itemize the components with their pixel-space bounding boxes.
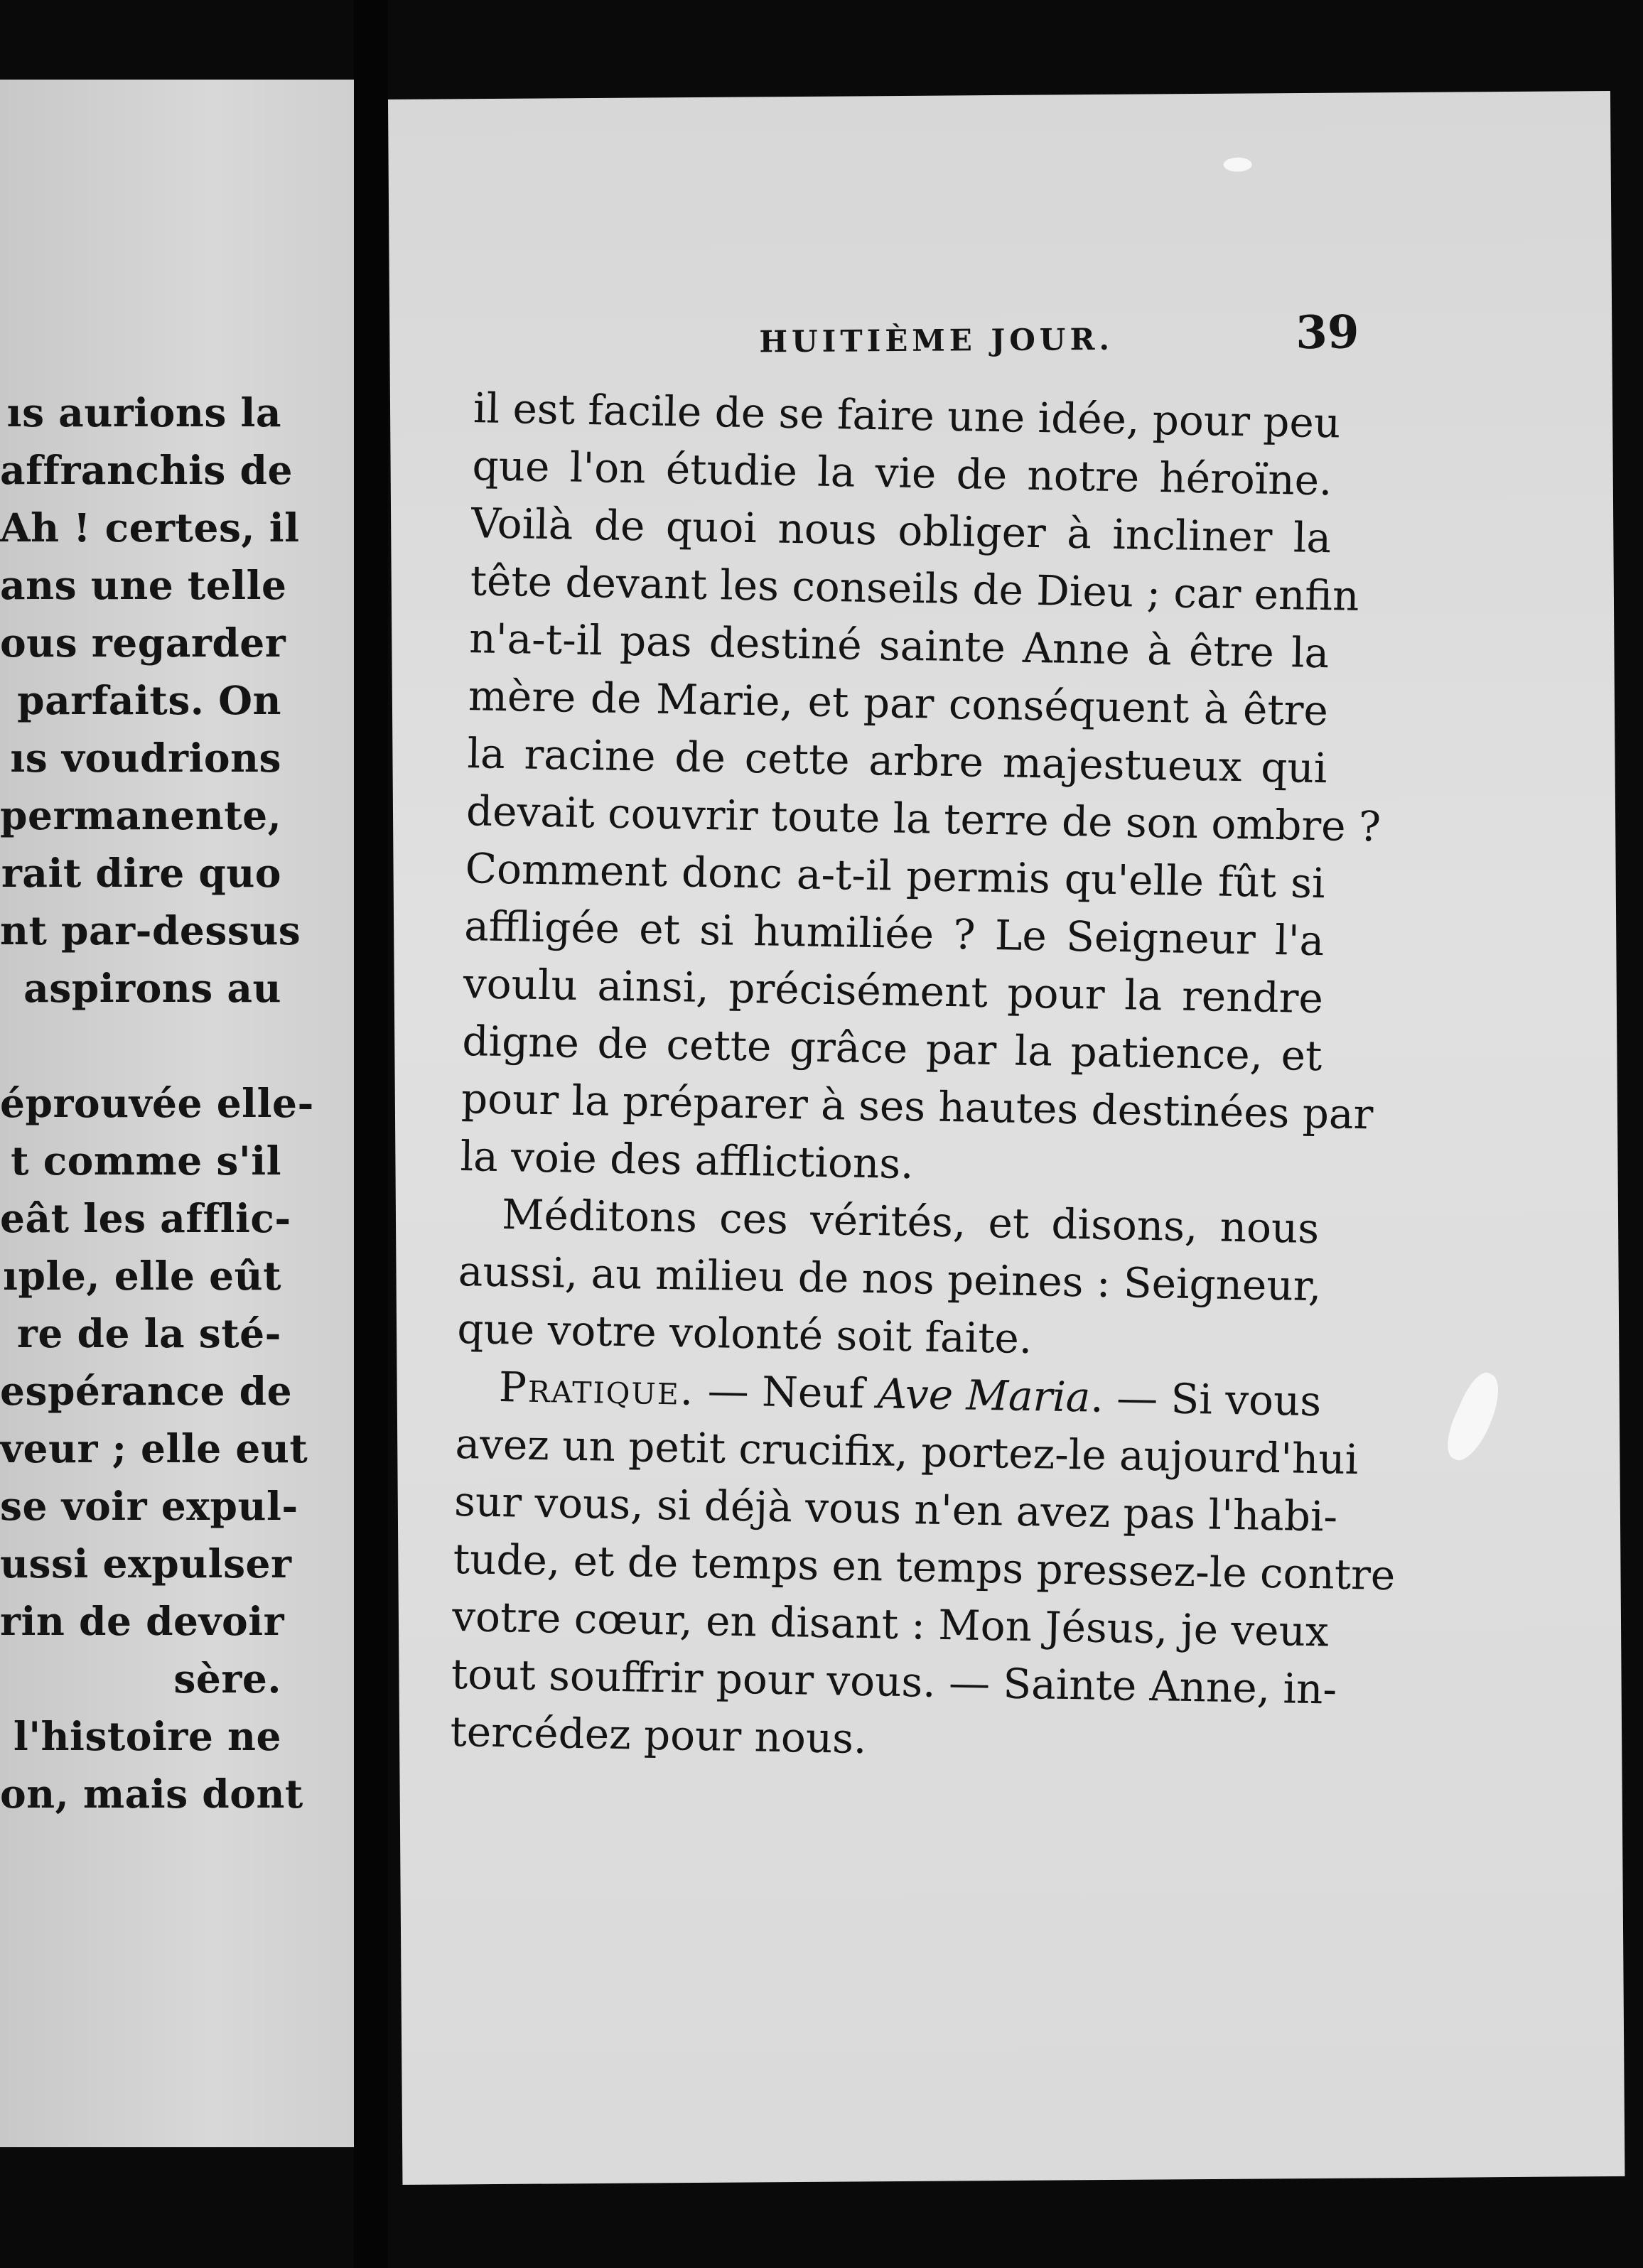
- left-line: ous regarder: [0, 620, 286, 666]
- text-line: n'a-t-il pas destiné sainte Anne à être la: [468, 614, 1330, 678]
- left-line: [0, 1017, 354, 1074]
- text-line: que l'on étudie la vie de notre héroïne.: [472, 441, 1333, 505]
- pratique-line: sur vous, si déjà vous n'en avez pas l'habi-: [453, 1476, 1338, 1541]
- text-line: la voie des afflictions.: [460, 1132, 915, 1189]
- text-line: il est facile de se faire une idée, pour peu: [473, 384, 1341, 448]
- text-line: affligée et si humiliée ? Le Seigneur l'a: [463, 902, 1325, 966]
- left-line: Ah ! certes, il: [0, 504, 300, 551]
- left-line: éprouvée elle-: [0, 1080, 314, 1126]
- pratique-line: avez un petit crucifix, portez-le aujourd'hui: [455, 1419, 1359, 1484]
- left-line: rin de devoir: [0, 1598, 285, 1644]
- left-line: se voir expul-: [0, 1483, 298, 1529]
- text-line: devait couvrir toute la terre de son ombre ?: [465, 787, 1381, 851]
- text-line: Comment donc a-t-il permis qu'elle fût si: [465, 844, 1326, 908]
- left-line: espérance de: [0, 1368, 293, 1414]
- book-gutter: [354, 0, 388, 2268]
- left-line: ıple, elle eût: [3, 1253, 281, 1299]
- running-head: HUITIÈME JOUR.: [759, 321, 1114, 360]
- paper-blemish: [1224, 158, 1252, 172]
- left-line: eât les afflic-: [0, 1195, 291, 1241]
- left-line: veur ; elle eut: [0, 1425, 308, 1472]
- right-page: [388, 91, 1625, 2185]
- left-line: parfaits. On: [17, 677, 281, 723]
- left-line: affranchis de: [0, 447, 293, 493]
- left-line: ussi expulser: [0, 1540, 292, 1587]
- left-line: ıs aurions la: [6, 389, 281, 436]
- left-line: l'histoire ne: [13, 1713, 281, 1759]
- pratique-dash: — Neuf: [694, 1366, 878, 1418]
- meditation-line: aussi, au milieu de nos peines : Seigneur,: [458, 1246, 1323, 1311]
- meditation-line: que votre volonté soit faite.: [456, 1304, 1033, 1364]
- ave-maria: Ave Maria: [876, 1369, 1091, 1422]
- left-page: [0, 80, 354, 2147]
- left-line: nt par-dessus: [0, 907, 301, 954]
- left-line: sère.: [173, 1656, 281, 1702]
- pratique-line: tercédez pour nous.: [449, 1707, 868, 1764]
- left-line: re de la sté-: [16, 1310, 281, 1356]
- left-line: on, mais dont: [0, 1771, 303, 1817]
- left-line: t comme s'il: [11, 1138, 281, 1184]
- left-line: permanente,: [0, 792, 282, 838]
- left-page-text: [0, 384, 354, 1822]
- text-line: tête devant les conseils de Dieu ; car enfin: [470, 556, 1360, 620]
- page-number: 39: [1295, 306, 1359, 360]
- pratique-label: Pratique.: [498, 1363, 695, 1415]
- text-line: Voilà de quoi nous obliger à incliner la: [470, 499, 1332, 563]
- pratique-line: votre cœur, en disant : Mon Jésus, je veux: [451, 1592, 1330, 1656]
- text-line: la racine de cette arbre majestueux qui: [466, 729, 1327, 793]
- left-line: ans une telle: [0, 562, 287, 608]
- pratique-line: tout souffrir pour vous. — Sainte Anne, in-: [451, 1649, 1337, 1714]
- text-line: voulu ainsi, précisément pour la rendre: [463, 959, 1324, 1023]
- text-line: mère de Marie, et par conséquent à être: [468, 671, 1329, 735]
- body-text: [449, 379, 1396, 1776]
- left-line: rait dire quo: [1, 850, 281, 896]
- pratique-line: tude, et de temps en temps pressez-le contre: [453, 1534, 1396, 1600]
- meditation-line: Méditons ces vérités, et disons, nous: [501, 1190, 1320, 1253]
- text-line: pour la préparer à ses hautes destinées par: [460, 1074, 1374, 1139]
- pratique-rest: . — Si vous: [1089, 1373, 1322, 1426]
- text-line: digne de cette grâce par la patience, et: [461, 1017, 1323, 1081]
- left-line: ıs voudrions: [10, 735, 281, 781]
- paper-blemish: [1438, 1368, 1509, 1467]
- left-line: aspirons au: [23, 965, 281, 1011]
